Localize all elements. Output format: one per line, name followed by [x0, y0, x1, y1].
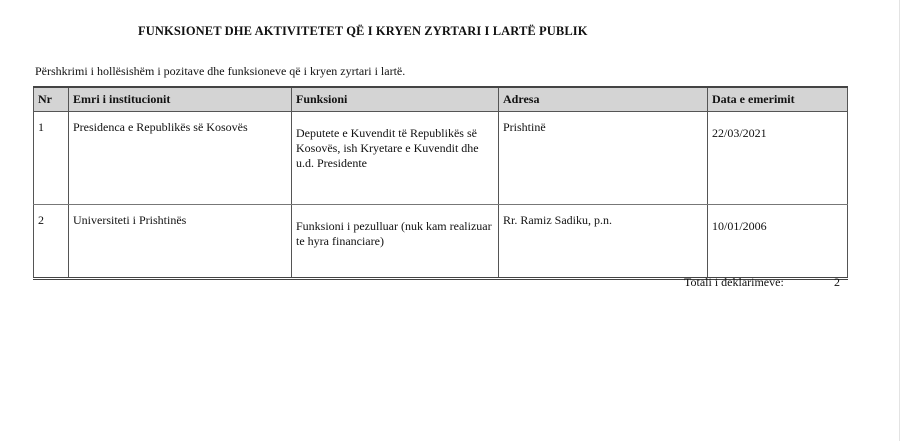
header-function: Funksioni — [292, 87, 499, 112]
total-value: 2 — [834, 275, 840, 289]
cell-nr: 1 — [34, 112, 69, 205]
header-institution: Emri i institucionit — [69, 87, 292, 112]
header-nr: Nr — [34, 87, 69, 112]
cell-nr: 2 — [34, 205, 69, 279]
cell-address: Prishtinë — [499, 112, 708, 205]
cell-institution: Presidenca e Republikës së Kosovës — [69, 112, 292, 205]
cell-function: Funksioni i pezulluar (nuk kam realizuar te hyra financiare) — [292, 205, 499, 279]
cell-address: Rr. Ramiz Sadiku, p.n. — [499, 205, 708, 279]
document-subtitle: Përshkrimi i hollësishëm i pozitave dhe funksioneve që i kryen zyrtari i lartë. — [35, 64, 406, 78]
cell-date: 22/03/2021 — [708, 112, 848, 205]
header-address: Adresa — [499, 87, 708, 112]
cell-date: 10/01/2006 — [708, 205, 848, 279]
cell-function: Deputete e Kuvendit të Republikës së Kosovës, ish Kryetare e Kuvendit dhe u.d. Presidente — [292, 112, 499, 205]
functions-table — [33, 86, 848, 280]
table-row — [34, 112, 848, 205]
table-row — [34, 205, 848, 279]
table-header-row — [34, 87, 848, 112]
header-date: Data e emerimit — [708, 87, 848, 112]
cell-institution: Universiteti i Prishtinës — [69, 205, 292, 279]
total-label: Totali i deklarimeve: — [684, 275, 784, 289]
document-title: FUNKSIONET DHE AKTIVITETET QË I KRYEN ZYRTARI I LARTË PUBLIK — [138, 24, 588, 38]
